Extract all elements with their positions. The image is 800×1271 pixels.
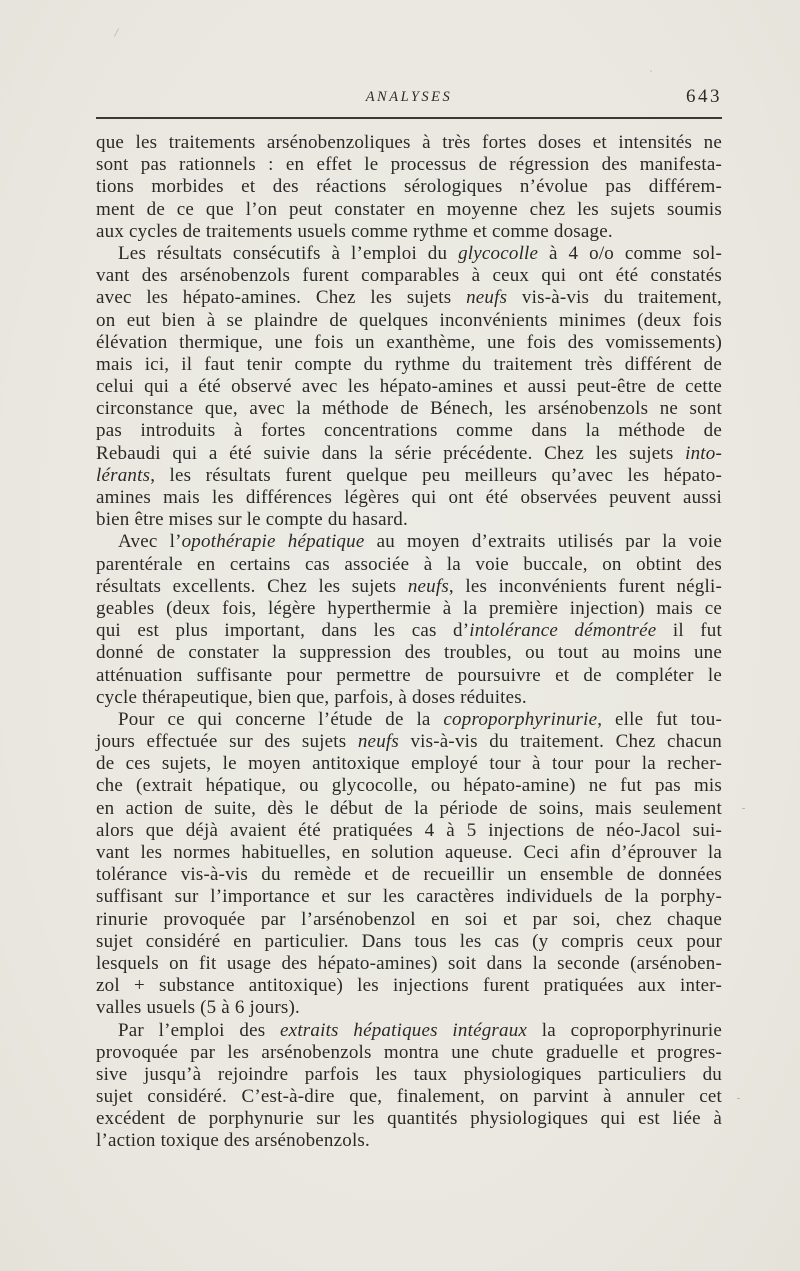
text-line bbox=[96, 176, 722, 198]
text-run: atténuation suffisante pour permettre de poursuivre et de compléter le bbox=[96, 664, 722, 686]
text-run: cycle thérapeutique, bien que, parfois, à doses réduites. bbox=[96, 686, 527, 708]
text-run: vis-à-vis du traitement. Chez chacun bbox=[398, 731, 722, 753]
text-line bbox=[96, 620, 722, 642]
text-run: lesquels on fit usage des hépato-amines) soit dans la seconde (arsénoben- bbox=[96, 952, 722, 974]
text-line bbox=[96, 1020, 722, 1042]
text-line bbox=[96, 665, 722, 687]
scan-speck bbox=[650, 70, 652, 72]
italic-text: into- bbox=[685, 442, 722, 464]
text-run: valles usuels (5 à 6 jours). bbox=[96, 997, 301, 1019]
text-run: amines mais les différences légères qui ont été observées peuvent aussi bbox=[96, 487, 722, 508]
text-run: che (extrait hépatique, ou glycocolle, ou hépato-amine) ne fut pas mis bbox=[96, 775, 722, 797]
scan-speck bbox=[742, 808, 745, 809]
text-line bbox=[96, 731, 722, 753]
text-line bbox=[96, 953, 722, 975]
italic-text: neufs bbox=[357, 731, 399, 753]
text-line bbox=[96, 975, 722, 997]
text-run: ment de ce que l’on peut constater en moyenne chez les sujets soumis bbox=[96, 198, 722, 220]
text-line bbox=[96, 199, 722, 221]
text-run: vant les normes habituelles, en solution aqueuse. Ceci afin d’éprouver la bbox=[96, 842, 722, 863]
text-run: , les résultats furent quelque peu meilleurs qu’avec les hépato- bbox=[150, 464, 722, 486]
text-line bbox=[96, 1042, 722, 1064]
italic-text: lérants bbox=[96, 464, 151, 486]
text-run: pas introduits à fortes concentrations comme dans la méthode de bbox=[96, 420, 722, 442]
text-line bbox=[96, 753, 722, 775]
page-number: 643 bbox=[686, 86, 722, 107]
text-line bbox=[96, 642, 722, 664]
italic-text: coproporphyrinurie bbox=[443, 708, 598, 730]
text-run: alors que déjà avaient été pratiquées 4 à 5 injections de néo-Jacol sui- bbox=[96, 819, 722, 841]
text-line bbox=[96, 354, 722, 376]
paragraph bbox=[96, 243, 722, 531]
text-line bbox=[96, 842, 722, 864]
text-line bbox=[96, 243, 722, 265]
italic-text: opothérapie hépatique bbox=[181, 531, 365, 553]
text-line bbox=[96, 465, 722, 487]
italic-text: neufs bbox=[407, 575, 449, 597]
text-run: de ces sujets, le moyen antitoxique employé tour à tour pour la recher- bbox=[96, 753, 722, 775]
text-run: mais ici, il faut tenir compte du rythme du traitement très différent de bbox=[96, 353, 722, 375]
text-run: sive jusqu’à rejoindre parfois les taux physiologiques particuliers du bbox=[96, 1063, 722, 1085]
header-rule bbox=[96, 117, 722, 119]
body-text bbox=[96, 132, 722, 1153]
text-line bbox=[96, 931, 722, 953]
text-line bbox=[96, 576, 722, 598]
text-line bbox=[96, 886, 722, 908]
text-line bbox=[96, 598, 722, 620]
text-run: Rebaudi qui a été suivie dans la série précédente. Chez les sujets bbox=[96, 442, 686, 464]
paragraph bbox=[96, 531, 722, 709]
text-run: , elle fut tou- bbox=[597, 708, 723, 730]
text-run: aux cycles de traitements usuels comme rythme et comme dosage. bbox=[96, 220, 613, 242]
text-line bbox=[96, 310, 722, 332]
text-line bbox=[96, 287, 722, 309]
text-run: résultats excellents. Chez les sujets bbox=[96, 575, 408, 597]
paragraph bbox=[96, 709, 722, 1020]
text-line bbox=[96, 1064, 722, 1086]
text-line bbox=[96, 798, 722, 820]
text-line bbox=[96, 154, 722, 176]
text-line bbox=[96, 420, 722, 442]
text-run: zol + substance antitoxique) les injections furent pratiquées aux inter- bbox=[96, 975, 722, 997]
text-run: tions morbides et des réactions sérologiques n’évolue pas différem- bbox=[96, 176, 722, 198]
text-run: au moyen d’extraits utilisés par la voie bbox=[364, 531, 722, 553]
text-line bbox=[96, 1086, 722, 1108]
text-line bbox=[96, 1108, 722, 1130]
text-line bbox=[96, 265, 722, 287]
text-line bbox=[96, 1130, 722, 1152]
text-run: provoquée par les arsénobenzols montra une chute graduelle et progres- bbox=[96, 1041, 722, 1063]
text-line bbox=[96, 864, 722, 886]
text-line bbox=[96, 709, 722, 731]
text-line bbox=[96, 554, 722, 576]
text-line bbox=[96, 997, 722, 1019]
text-line bbox=[96, 132, 722, 154]
text-line bbox=[96, 820, 722, 842]
text-line bbox=[96, 487, 722, 509]
text-line bbox=[96, 376, 722, 398]
text-run: la coproporphyrinurie bbox=[527, 1019, 722, 1041]
text-run: bien être mises sur le compte du hasard. bbox=[96, 509, 408, 531]
italic-text: intolérance démontrée bbox=[469, 620, 657, 642]
text-run: parentérale en certains cas associée à la voie buccale, on obtint des bbox=[96, 553, 722, 575]
text-run: circonstance que, avec la méthode de Bénech, les arsénobenzols ne sont bbox=[96, 398, 722, 420]
text-line bbox=[96, 509, 722, 531]
running-title: ANALYSES bbox=[365, 89, 453, 105]
scan-speck bbox=[737, 1098, 740, 1099]
text-run: sujet considéré. C’est-à-dire que, finalement, on parvint à annuler cet bbox=[96, 1086, 722, 1108]
italic-text: extraits hépatiques intégraux bbox=[280, 1019, 528, 1041]
text-line bbox=[96, 531, 722, 553]
italic-text: glycocolle bbox=[458, 242, 539, 264]
text-run: , les inconvénients furent négli- bbox=[448, 575, 722, 597]
text-run: Pour ce qui concerne l’étude de la bbox=[118, 708, 444, 730]
text-run: en action de suite, dès le début de la période de soins, mais seulement bbox=[96, 797, 722, 819]
text-run: celui qui a été observé avec les hépato-amines et aussi peut-être de cette bbox=[96, 376, 722, 398]
text-run: suffisant sur l’importance et sur les caractères individuels de la porphy- bbox=[96, 886, 722, 908]
text-run: vant des arsénobenzols furent comparables à ceux qui ont été constatés bbox=[96, 265, 722, 287]
text-run: Avec l’ bbox=[118, 531, 182, 553]
text-run: excédent de porphynurie sur les quantités physiologiques qui est liée à bbox=[96, 1108, 722, 1130]
text-run: Les résultats consécutifs à l’emploi du bbox=[118, 242, 459, 264]
text-run: que les traitements arsénobenzoliques à très fortes doses et intensités ne bbox=[96, 132, 722, 153]
text-run: élévation thermique, une fois un exanthème, une fois des vomissements) bbox=[96, 331, 722, 353]
text-run: qui est plus important, dans les cas d’ bbox=[96, 620, 470, 642]
text-run: jours effectuée sur des sujets bbox=[96, 731, 358, 753]
text-line bbox=[96, 332, 722, 354]
text-run: sujet considéré en particulier. Dans tous les cas (y compris ceux pour bbox=[96, 930, 722, 952]
text-run: avec les hépato-amines. Chez les sujets bbox=[96, 287, 467, 309]
text-run: il fut bbox=[656, 620, 722, 642]
text-run: vis-à-vis du traitement, bbox=[507, 287, 722, 309]
text-run: tolérance vis-à-vis du remède et de recueillir un ensemble de données bbox=[96, 864, 722, 886]
text-line bbox=[96, 443, 722, 465]
text-run: geables (deux fois, légère hyperthermie à la première injection) mais ce bbox=[96, 597, 722, 619]
paragraph bbox=[96, 132, 722, 243]
text-line bbox=[96, 909, 722, 931]
text-run: rinurie provoquée par l’arsénobenzol en soi et par soi, chez chaque bbox=[96, 908, 722, 930]
text-run: l’action toxique des arsénobenzols. bbox=[96, 1130, 370, 1152]
scan-speck bbox=[114, 28, 119, 36]
text-line bbox=[96, 687, 722, 709]
paragraph bbox=[96, 1020, 722, 1153]
text-run: donné de constater la suppression des troubles, ou tout au moins une bbox=[96, 642, 722, 664]
text-line bbox=[96, 398, 722, 420]
text-line bbox=[96, 775, 722, 797]
text-run: sont pas rationnels : en effet le processus de régression des manifesta- bbox=[96, 154, 722, 176]
text-run: on eut bien à se plaindre de quelques inconvénients minimes (deux fois bbox=[96, 309, 722, 331]
italic-text: neufs bbox=[466, 287, 508, 309]
text-line bbox=[96, 221, 722, 243]
text-run: à 4 o/o comme sol- bbox=[538, 242, 722, 264]
text-run: Par l’emploi des bbox=[118, 1019, 281, 1041]
